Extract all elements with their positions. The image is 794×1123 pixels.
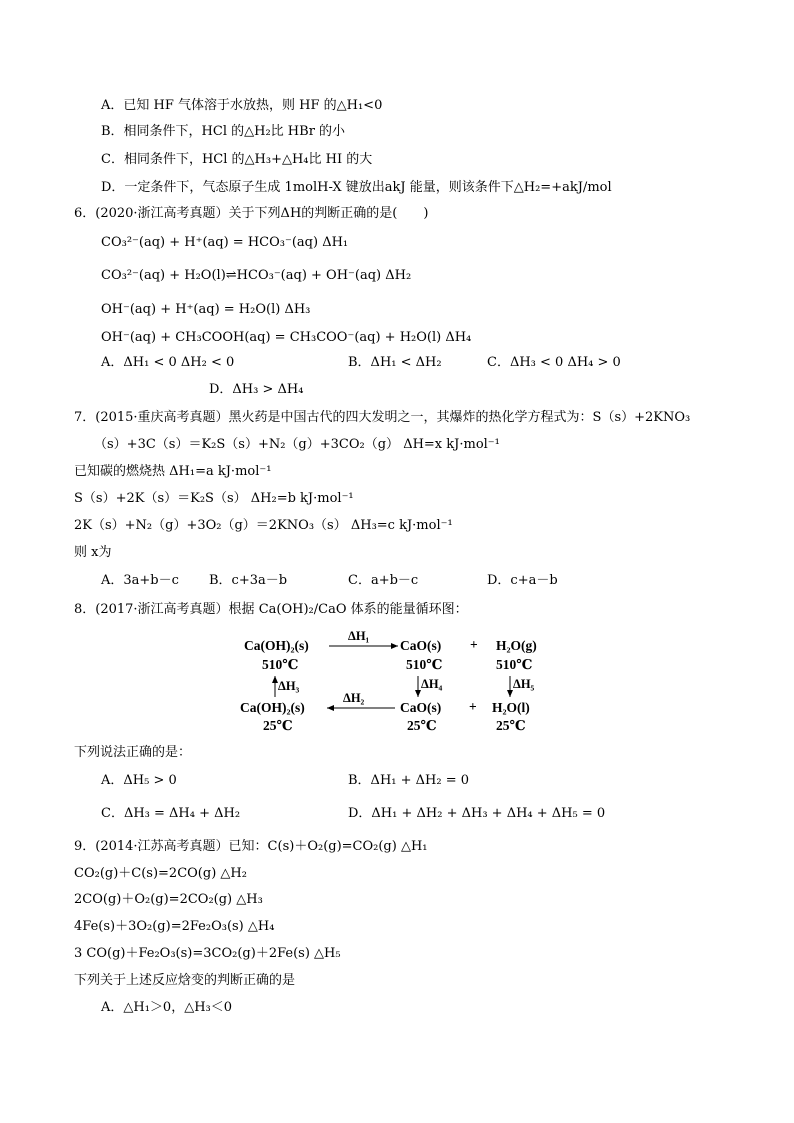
dh4-label: ΔH₄ — [421, 677, 443, 691]
q8-stem: 8．(2017·浙江高考真题）根据 Ca(OH)₂/CaO 体系的能量循环图： — [74, 602, 468, 617]
q8-prompt: 下列说法正确的是： — [74, 745, 192, 760]
caoh2-bottom-temp: 25℃ — [263, 718, 293, 733]
q7-given-2: S（s）+2K（s）＝K₂S（s） ΔH₂=b kJ·mol⁻¹ — [74, 491, 354, 506]
q6-option-c: C．ΔH₃ < 0 ΔH₄ > 0 — [487, 355, 621, 370]
dh2-label: ΔH₂ — [343, 691, 365, 705]
q7-stem-1: 7．(2015·重庆高考真题）黑火药是中国古代的四大发明之一，其爆炸的热化学方程式为：S（s）+2KNO₃ — [74, 410, 691, 425]
caoh2-bottom-label: Ca(OH)₂(s) — [240, 700, 305, 715]
q7-given-3: 2K（s）+N₂（g）+3O₂（g）＝2KNO₃（s） ΔH₃=c kJ·mol⁻¹ — [74, 518, 453, 533]
q7-given-1: 已知碳的燃烧热 ΔH₁=a kJ·mol⁻¹ — [74, 464, 272, 479]
q9-stem: 9．(2014·江苏高考真题）已知：C(s)＋O₂(g)=CO₂(g) △H₁ — [74, 839, 428, 854]
q7-stem-2: （s）+3C（s）＝K₂S（s）+N₂（g）+3CO₂（g） ΔH=x kJ·mol⁻¹ — [94, 437, 500, 452]
q6-equation-1: CO₃²⁻(aq) + H⁺(aq) = HCO₃⁻(aq) ΔH₁ — [101, 235, 349, 250]
q8-option-c: C．ΔH₃ = ΔH₄ + ΔH₂ — [101, 806, 241, 821]
caoh2-top-label: Ca(OH)₂(s) — [244, 638, 309, 653]
q6-option-d: D．ΔH₃ > ΔH₄ — [209, 382, 304, 397]
h2o-top-label: H₂O(g) — [496, 638, 537, 653]
dh3-label: ΔH₃ — [278, 679, 300, 693]
h2o-top-temp: 510℃ — [496, 657, 533, 672]
q7-option-d: D．c+a－b — [487, 573, 558, 588]
cao-bottom-label: CaO(s) — [400, 700, 442, 715]
h2o-bottom-temp: 25℃ — [496, 718, 526, 733]
q6-stem: 6．(2020·浙江高考真题）关于下列ΔH的判断正确的是( ) — [74, 206, 429, 221]
q7-option-a: A．3a+b－c — [101, 573, 179, 588]
q8-option-b: B．ΔH₁ + ΔH₂ = 0 — [348, 773, 470, 788]
dh5-label: ΔH₅ — [513, 677, 535, 691]
plus-bottom: + — [469, 699, 477, 714]
caoh2-top-temp: 510℃ — [262, 657, 299, 672]
q9-equation-5: 3 CO(g)＋Fe₂O₃(s)=3CO₂(g)＋2Fe(s) △H₅ — [74, 946, 341, 961]
q6-equation-3: OH⁻(aq) + H⁺(aq) = H₂O(l) ΔH₃ — [101, 302, 311, 317]
q9-equation-4: 4Fe(s)＋3O₂(g)=2Fe₂O₃(s) △H₄ — [74, 919, 275, 934]
q5-option-a: A．已知 HF 气体溶于水放热，则 HF 的△H₁<0 — [101, 98, 383, 113]
q5-option-c: C．相同条件下，HCl 的△H₃+△H₄比 HI 的大 — [101, 152, 373, 167]
q9-equation-3: 2CO(g)＋O₂(g)=2CO₂(g) △H₃ — [74, 892, 263, 907]
q8-option-a: A．ΔH₅ > 0 — [101, 773, 177, 788]
q7-option-b: B．c+3a－b — [209, 573, 288, 588]
q6-option-a: A．ΔH₁ < 0 ΔH₂ < 0 — [101, 355, 235, 370]
dh1-label: ΔH₁ — [348, 629, 370, 643]
q7-ask: 则 x为 — [74, 545, 112, 560]
q6-option-b: B．ΔH₁ < ΔH₂ — [348, 355, 442, 370]
q6-equation-2: CO₃²⁻(aq) + H₂O(l)⇌HCO₃⁻(aq) + OH⁻(aq) ΔH₂ — [101, 268, 412, 283]
q7-option-c: C．a+b－c — [348, 573, 419, 588]
cao-top-label: CaO(s) — [400, 638, 442, 653]
q5-option-d: D．一定条件下，气态原子生成 1molH-X 键放出akJ 能量，则该条件下△H₂=+akJ/mol — [101, 180, 612, 195]
q5-option-b: B．相同条件下，HCl 的△H₂比 HBr 的小 — [101, 124, 346, 139]
q6-equation-4: OH⁻(aq) + CH₃COOH(aq) = CH₃COO⁻(aq) + H₂O(l) ΔH₄ — [101, 330, 472, 345]
h2o-bottom-label: H₂O(l) — [492, 700, 530, 715]
q9-prompt: 下列关于上述反应焓变的判断正确的是 — [74, 973, 296, 988]
cao-top-temp: 510℃ — [406, 657, 443, 672]
q8-option-d: D．ΔH₁ + ΔH₂ + ΔH₃ + ΔH₄ + ΔH₅ = 0 — [348, 806, 606, 821]
q9-equation-2: CO₂(g)＋C(s)=2CO(g) △H₂ — [74, 866, 247, 881]
plus-top: + — [470, 637, 478, 652]
q9-option-a: A．△H₁＞0，△H₃＜0 — [101, 1000, 233, 1015]
cao-bottom-temp: 25℃ — [407, 718, 437, 733]
